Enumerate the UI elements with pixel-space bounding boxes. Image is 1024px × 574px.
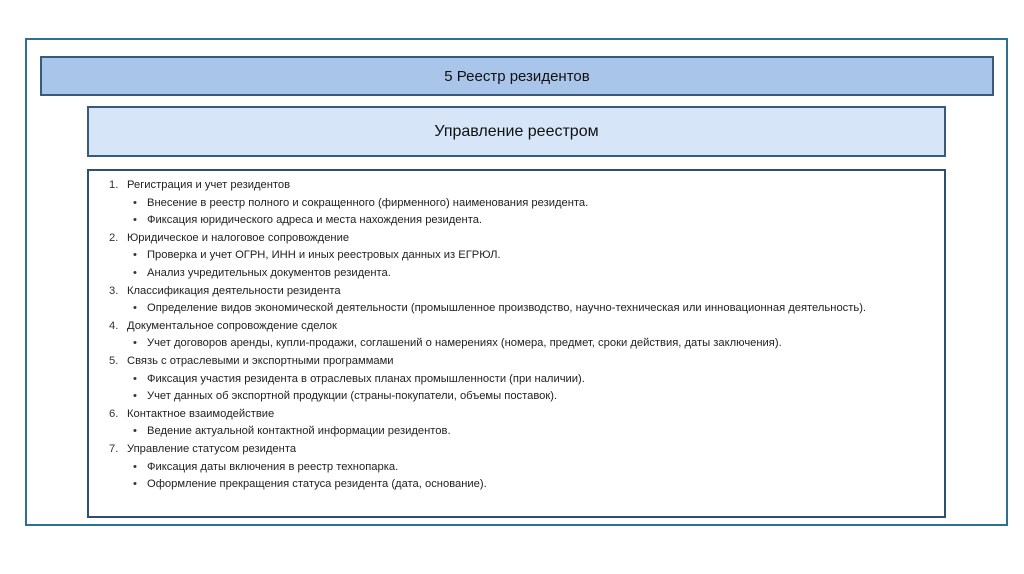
bullet-text: Учет данных об экспортной продукции (страны-покупатели, объемы поставок). [147, 390, 558, 403]
section-number: 4. [109, 319, 119, 332]
section-subtitle-text: Управление реестром [434, 122, 599, 140]
list-item-bullet [109, 195, 924, 213]
section-number: 5. [109, 354, 119, 367]
list-item-bullet [109, 388, 924, 406]
bullet-text: Учет договоров аренды, купли-продажи, соглашений о намерениях (номера, предмет, сроки действия, даты заключения). [147, 337, 782, 350]
list-item-bullet [109, 335, 924, 353]
list-item-bullet [109, 247, 924, 265]
section-label: Документальное сопровождение сделок [127, 319, 337, 332]
section-number: 6. [109, 407, 119, 420]
list-item-section [109, 441, 924, 459]
bullet-text: Фиксация даты включения в реестр технопарка. [147, 460, 399, 473]
section-number: 7. [109, 442, 119, 455]
list-item-bullet [109, 371, 924, 389]
list-item-section [109, 318, 924, 336]
bullet-icon: • [133, 214, 137, 227]
bullet-icon: • [133, 390, 137, 403]
bullet-icon: • [133, 302, 137, 315]
list-item-bullet [109, 300, 924, 318]
bullet-text: Проверка и учет ОГРН, ИНН и иных реестровых данных из ЕГРЮЛ. [147, 249, 501, 262]
page-title [40, 56, 994, 96]
bullet-text: Анализ учредительных документов резидента. [147, 266, 391, 279]
list-item-section [109, 406, 924, 424]
list-item-section [109, 283, 924, 301]
section-label: Классификация деятельности резидента [127, 284, 341, 297]
bullet-text: Оформление прекращения статуса резидента (дата, основание). [147, 478, 487, 491]
list-item-bullet [109, 476, 924, 494]
bullet-icon: • [133, 337, 137, 350]
bullet-icon: • [133, 460, 137, 473]
bullet-icon: • [133, 266, 137, 279]
bullet-icon: • [133, 478, 137, 491]
section-label: Регистрация и учет резидентов [127, 179, 291, 191]
bullet-icon: • [133, 425, 137, 438]
list-item-bullet [109, 212, 924, 230]
section-number: 1. [109, 179, 119, 191]
bullet-text: Определение видов экономической деятельности (промышленное производство, научно-техническая или инновационная деятельность). [147, 302, 867, 315]
section-subtitle [87, 106, 946, 157]
content-list [87, 169, 946, 518]
list-item-section [109, 177, 924, 195]
section-label: Управление статусом резидента [127, 442, 297, 455]
bullet-text: Фиксация участия резидента в отраслевых планах промышленности (при наличии). [147, 372, 585, 385]
section-number: 2. [109, 231, 119, 244]
section-number: 3. [109, 284, 119, 297]
list-item-bullet [109, 423, 924, 441]
section-label: Юридическое и налоговое сопровождение [127, 231, 350, 244]
bullet-text: Внесение в реестр полного и сокращенного (фирменного) наименования резидента. [147, 196, 589, 209]
bullet-icon: • [133, 249, 137, 262]
bullet-icon: • [133, 196, 137, 209]
bullet-text: Ведение актуальной контактной информации резидентов. [147, 425, 451, 438]
page-title-text: 5 Реестр резидентов [444, 67, 590, 85]
list-item-bullet [109, 459, 924, 477]
list-item-section [109, 353, 924, 371]
section-label: Связь с отраслевыми и экспортными программами [127, 354, 394, 367]
bullet-text: Фиксация юридического адреса и места нахождения резидента. [147, 214, 483, 227]
section-label: Контактное взаимодействие [127, 407, 275, 420]
bullet-icon: • [133, 372, 137, 385]
list-item-section [109, 230, 924, 248]
list-item-bullet [109, 265, 924, 283]
